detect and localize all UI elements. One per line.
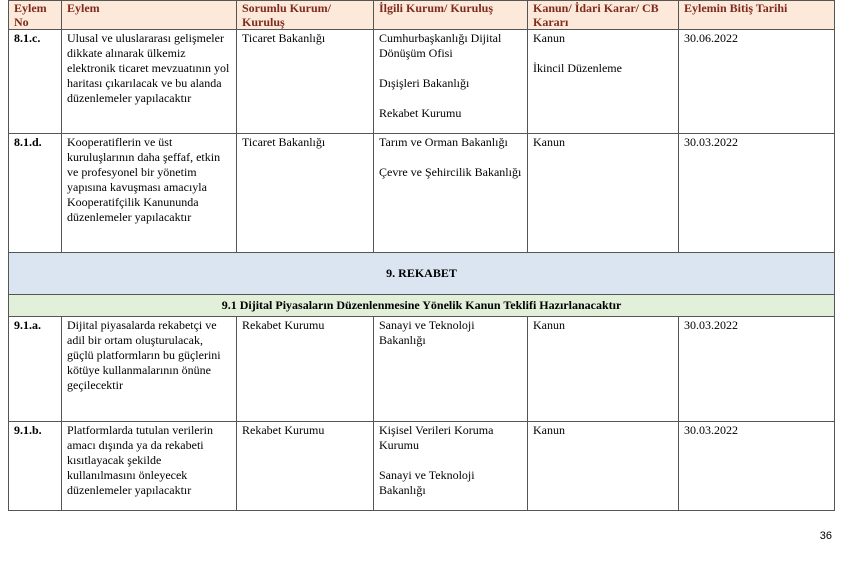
header-kanun: Kanun/ İdari Karar/ CB Kararı	[528, 1, 679, 30]
ilgili-cell	[374, 422, 528, 511]
section-title: 9. REKABET	[9, 253, 835, 295]
section-row	[9, 253, 835, 295]
action-plan-table	[8, 0, 835, 511]
kanun-cell	[528, 134, 679, 253]
sorumlu-cell: Rekabet Kurumu	[237, 317, 374, 422]
eylem-no-cell: 9.1.a.	[9, 317, 62, 422]
table-row	[9, 30, 835, 134]
eylem-cell: Ulusal ve uluslararası gelişmeler dikkate alınarak ülkemiz elektronik ticaret mevzuatının yol haritası çıkarılacak ve bu alanda düzenlemeler yapılacaktır	[62, 30, 237, 134]
header-ilgili: İlgili Kurum/ Kuruluş	[374, 1, 528, 30]
kanun-cell	[528, 317, 679, 422]
header-eylem-no: Eylem No	[9, 1, 62, 30]
kanun-item: Kanun	[533, 423, 565, 437]
ilgili-item: Kişisel Verileri Koruma Kurumu	[379, 423, 494, 452]
kanun-cell	[528, 422, 679, 511]
kanun-cell	[528, 30, 679, 134]
subsection-title: 9.1 Dijital Piyasaların Düzenlenmesine Yönelik Kanun Teklifi Hazırlanacaktır	[9, 295, 835, 317]
ilgili-cell	[374, 317, 528, 422]
ilgili-item: Tarım ve Orman Bakanlığı	[379, 135, 508, 149]
eylem-no-cell: 8.1.c.	[9, 30, 62, 134]
eylem-cell: Dijital piyasalarda rekabetçi ve adil bir ortam oluşturulacak, güçlü platformların bu güçlerini kötüye kullanmalarının önüne geçilecektir	[62, 317, 237, 422]
eylem-cell: Kooperatiflerin ve üst kuruluşlarının daha şeffaf, etkin ve profesyonel bir yönetim yapısına kavuşması amacıyla Kooperatifçilik Kanununda düzenlemeler yapılacaktır	[62, 134, 237, 253]
header-bitis: Eylemin Bitiş Tarihi	[679, 1, 835, 30]
bitis-cell: 30.03.2022	[679, 422, 835, 511]
bitis-cell: 30.03.2022	[679, 317, 835, 422]
ilgili-cell	[374, 134, 528, 253]
ilgili-item: Rekabet Kurumu	[379, 106, 462, 120]
header-eylem: Eylem	[62, 1, 237, 30]
sorumlu-cell: Rekabet Kurumu	[237, 422, 374, 511]
sorumlu-cell: Ticaret Bakanlığı	[237, 134, 374, 253]
table-row	[9, 422, 835, 511]
table-row	[9, 317, 835, 422]
table-header-row	[9, 1, 835, 30]
ilgili-item: Sanayi ve Teknoloji Bakanlığı	[379, 318, 475, 347]
eylem-no-cell: 9.1.b.	[9, 422, 62, 511]
subsection-row	[9, 295, 835, 317]
bitis-cell: 30.03.2022	[679, 134, 835, 253]
page-number: 36	[819, 530, 832, 542]
eylem-no-cell: 8.1.d.	[9, 134, 62, 253]
eylem-cell: Platformlarda tutulan verilerin amacı dışında ya da rekabeti kısıtlayacak şekilde kullanılmasını önleyecek düzenlemeler yapılacaktır	[62, 422, 237, 511]
ilgili-cell	[374, 30, 528, 134]
header-sorumlu: Sorumlu Kurum/ Kuruluş	[237, 1, 374, 30]
ilgili-item: Çevre ve Şehircilik Bakanlığı	[379, 165, 522, 179]
ilgili-item: Dışişleri Bakanlığı	[379, 76, 470, 90]
kanun-item: Kanun	[533, 31, 565, 45]
ilgili-item: Cumhurbaşkanlığı Dijital Dönüşüm Ofisi	[379, 31, 502, 60]
kanun-item: İkincil Düzenleme	[533, 61, 622, 75]
bitis-cell: 30.06.2022	[679, 30, 835, 134]
ilgili-item: Sanayi ve Teknoloji Bakanlığı	[379, 468, 475, 497]
sorumlu-cell: Ticaret Bakanlığı	[237, 30, 374, 134]
kanun-item: Kanun	[533, 318, 565, 332]
kanun-item: Kanun	[533, 135, 565, 149]
table-row	[9, 134, 835, 253]
